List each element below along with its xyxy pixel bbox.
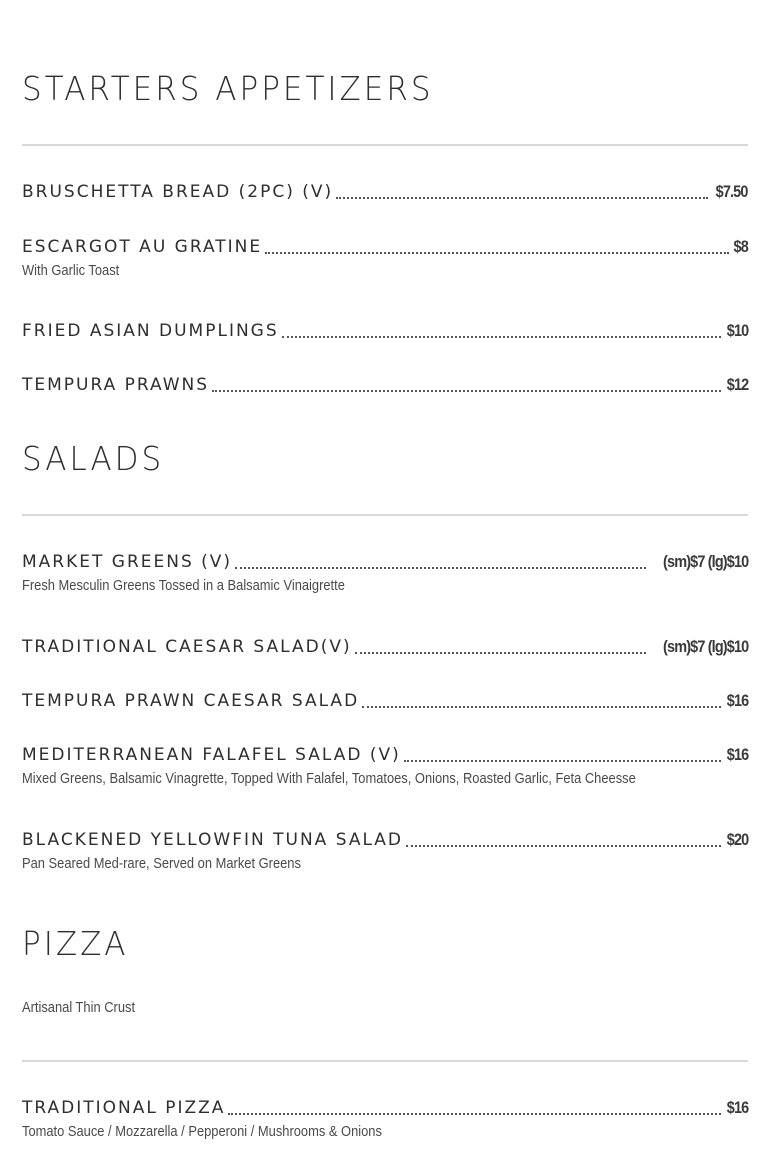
dot-leader	[355, 652, 646, 654]
item-price: (sm)$7 (lg)$10	[662, 637, 748, 656]
item-name: TEMPURA PRAWNS	[22, 375, 210, 395]
item-name: TRADITIONAL PIZZA	[22, 1098, 226, 1118]
item-price: (sm)$7 (lg)$10	[662, 552, 748, 571]
section-divider	[22, 1060, 748, 1062]
menu-item-dumplings	[22, 319, 748, 341]
section-title-starters: STARTERS APPETIZERS	[22, 70, 434, 109]
menu-item-traditional-pizza	[22, 1096, 748, 1139]
menu-item-market-greens	[22, 550, 748, 593]
menu-item-escargot	[22, 235, 748, 278]
item-description: With Garlic Toast	[22, 262, 120, 279]
item-price: $10	[726, 321, 748, 340]
dot-leader	[282, 336, 721, 338]
menu-item-falafel-salad	[22, 743, 748, 786]
item-name: BLACKENED YELLOWFIN TUNA SALAD	[22, 830, 404, 850]
item-description: Fresh Mesculin Greens Tossed in a Balsamic Vinaigrette	[22, 577, 345, 594]
section-divider	[22, 144, 748, 146]
item-price: $20	[726, 830, 748, 849]
dot-leader	[265, 252, 729, 254]
dot-leader	[404, 760, 721, 762]
item-price: $7.50	[716, 182, 748, 201]
item-name: TEMPURA PRAWN CAESAR SALAD	[22, 691, 360, 711]
dot-leader	[228, 1113, 720, 1115]
section-title-pizza: PIZZA	[22, 925, 129, 964]
item-price: $12	[726, 375, 748, 394]
section-title-salads: SALADS	[22, 440, 165, 479]
dot-leader	[235, 567, 646, 569]
section-note: Artisanal Thin Crust	[22, 999, 136, 1016]
dot-leader	[406, 845, 721, 847]
item-description: Pan Seared Med-rare, Served on Market Greens	[22, 855, 301, 872]
item-description: Tomato Sauce / Mozzarella / Pepperoni / Mushrooms & Onions	[22, 1123, 382, 1140]
item-price: $16	[726, 745, 748, 764]
item-name: TRADITIONAL CAESAR SALAD(V)	[22, 637, 352, 657]
menu-item-caesar-salad	[22, 635, 748, 657]
item-name: ESCARGOT AU GRATINE	[22, 237, 263, 257]
menu-item-tuna-salad	[22, 828, 748, 871]
item-description: Mixed Greens, Balsamic Vinagrette, Topped With Falafel, Tomatoes, Onions, Roasted Garlic, Feta Cheesse	[22, 770, 636, 787]
menu-item-tempura-prawns	[22, 373, 748, 395]
item-price: $16	[726, 691, 748, 710]
item-name: MARKET GREENS (V)	[22, 552, 233, 572]
item-price: $16	[726, 1098, 748, 1117]
item-name: FRIED ASIAN DUMPLINGS	[22, 321, 279, 341]
item-price: $8	[733, 237, 748, 256]
section-divider	[22, 514, 748, 516]
menu-item-bruschetta	[22, 180, 748, 202]
menu-item-tempura-prawn-caesar	[22, 689, 748, 711]
dot-leader	[212, 390, 721, 392]
item-name: BRUSCHETTA BREAD (2PC) (V)	[22, 182, 334, 202]
dot-leader	[362, 706, 720, 708]
item-name: MEDITERRANEAN FALAFEL SALAD (V)	[22, 745, 401, 765]
dot-leader	[336, 197, 708, 199]
